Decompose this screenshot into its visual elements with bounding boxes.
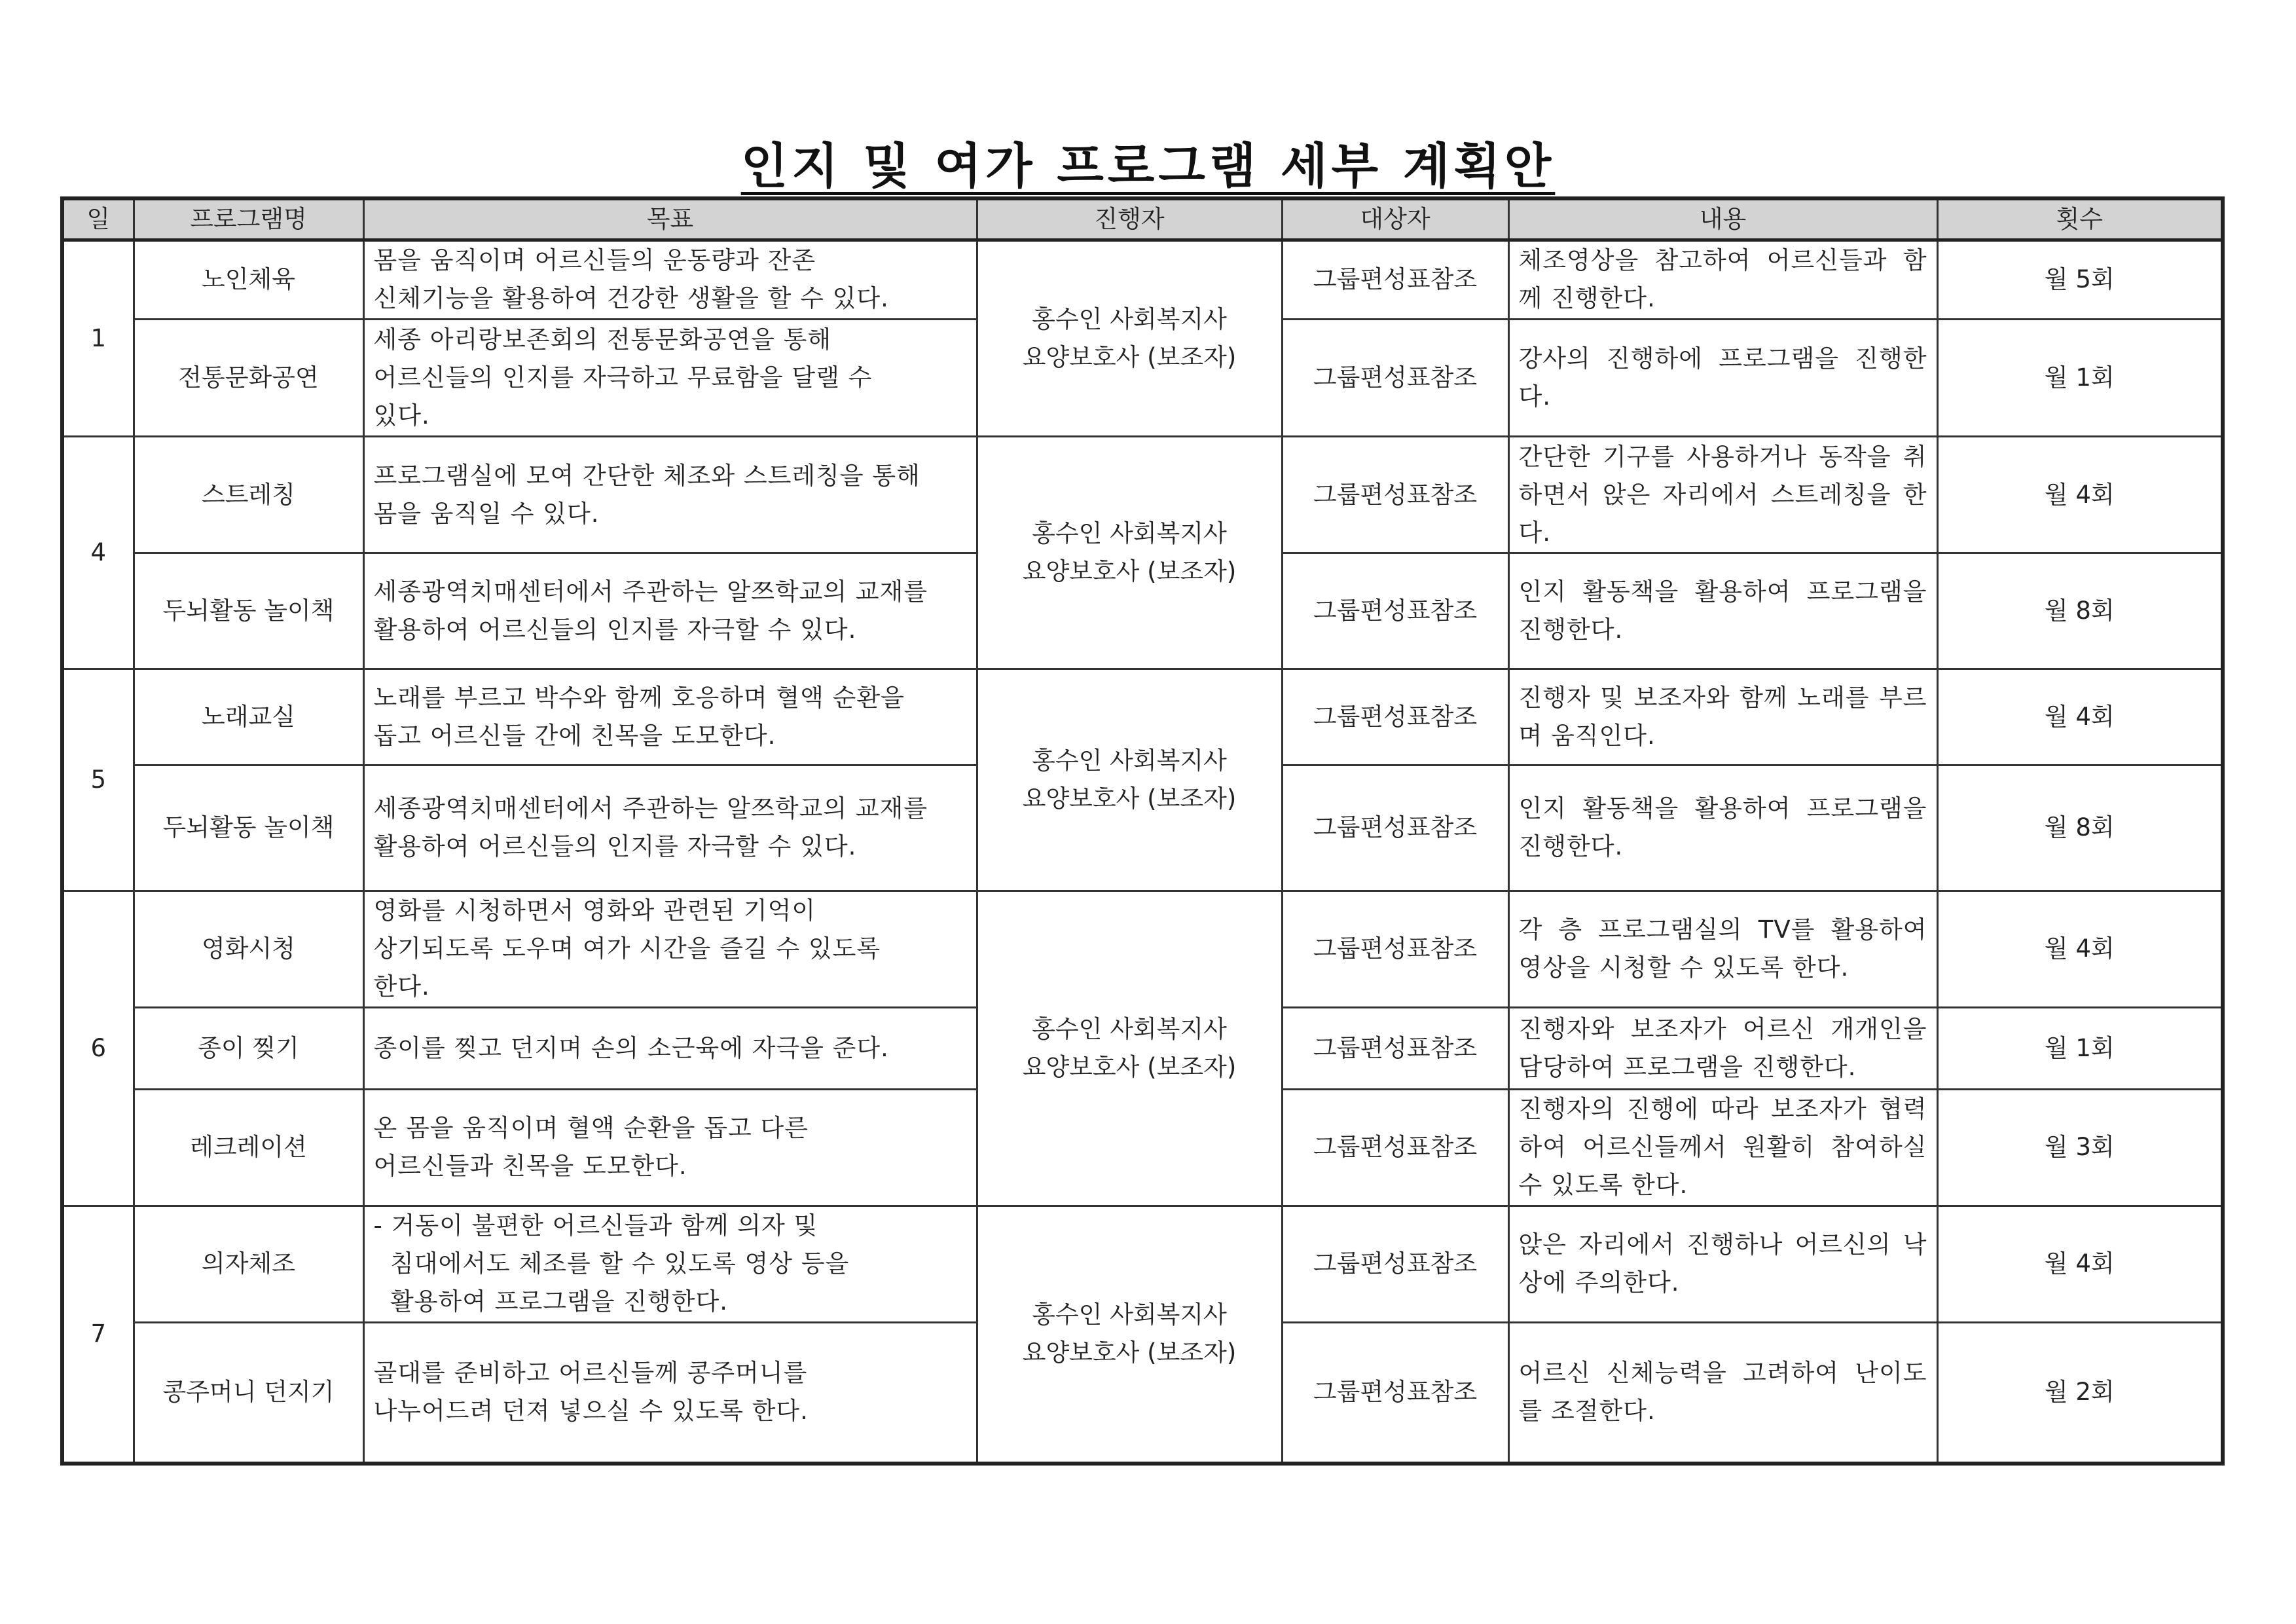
program-target: 그룹편성표참조 (1282, 1322, 1508, 1464)
program-target: 그룹편성표참조 (1282, 669, 1508, 766)
program-count: 월 4회 (1937, 891, 2223, 1007)
program-count: 월 4회 (1937, 436, 2223, 553)
program-target: 그룹편성표참조 (1282, 240, 1508, 320)
program-count: 월 4회 (1937, 669, 2223, 766)
program-count: 월 2회 (1937, 1322, 2223, 1464)
program-goal: 영화를 시청하면서 영화와 관련된 기억이 상기되도록 도우며 여가 시간을 즐길 수 있도록 한다. (363, 891, 977, 1007)
program-leader: 홍수인 사회복지사 요양보호사 (보조자) (977, 1206, 1282, 1464)
program-content: 진행자와 보조자가 어르신 개개인을 담당하여 프로그램을 진행한다. (1508, 1007, 1937, 1089)
program-goal: 노래를 부르고 박수와 함께 호응하며 혈액 순환을 돕고 어르신들 간에 친목을 도모한다. (363, 669, 977, 766)
program-name: 스트레칭 (134, 436, 363, 553)
program-target: 그룹편성표참조 (1282, 1089, 1508, 1206)
program-goal: 세종광역치매센터에서 주관하는 알쯔학교의 교재를 활용하여 어르신들의 인지를 자극할 수 있다. (363, 553, 977, 669)
program-content: 앉은 자리에서 진행하나 어르신의 낙상에 주의한다. (1508, 1206, 1937, 1322)
program-name: 콩주머니 던지기 (134, 1322, 363, 1464)
program-count: 월 3회 (1937, 1089, 2223, 1206)
header-content: 내용 (1508, 198, 1937, 240)
program-count: 월 5회 (1937, 240, 2223, 320)
program-target: 그룹편성표참조 (1282, 766, 1508, 891)
program-plan-table (60, 196, 2225, 1466)
program-target: 그룹편성표참조 (1282, 436, 1508, 553)
program-content: 어르신 신체능력을 고려하여 난이도를 조절한다. (1508, 1322, 1937, 1464)
program-goal: 프로그램실에 모여 간단한 체조와 스트레칭을 통해 몸을 움직일 수 있다. (363, 436, 977, 553)
program-count: 월 8회 (1937, 766, 2223, 891)
program-content: 각 층 프로그램실의 TV를 활용하여 영상을 시청할 수 있도록 한다. (1508, 891, 1937, 1007)
header-leader: 진행자 (977, 198, 1282, 240)
program-name: 두뇌활동 놀이책 (134, 766, 363, 891)
program-content: 강사의 진행하에 프로그램을 진행한다. (1508, 319, 1937, 436)
program-name: 전통문화공연 (134, 319, 363, 436)
program-goal: 세종광역치매센터에서 주관하는 알쯔학교의 교재를 활용하여 어르신들의 인지를 자극할 수 있다. (363, 766, 977, 891)
program-goal: - 거동이 불편한 어르신들과 함께 의자 및 침대에서도 체조를 할 수 있도록 영상 등을 활용하여 프로그램을 진행한다. (363, 1206, 977, 1322)
table-row (62, 1206, 2223, 1322)
table-header-row (62, 198, 2223, 240)
program-target: 그룹편성표참조 (1282, 1206, 1508, 1322)
program-name: 의자체조 (134, 1206, 363, 1322)
program-name: 영화시청 (134, 891, 363, 1007)
day-cell: 1 (62, 240, 134, 437)
program-goal: 세종 아리랑보존회의 전통문화공연을 통해 어르신들의 인지를 자극하고 무료함을 달랠 수 있다. (363, 319, 977, 436)
program-target: 그룹편성표참조 (1282, 1007, 1508, 1089)
page-title: 인지 및 여가 프로그램 세부 계획안 (740, 138, 1556, 194)
program-name: 레크레이션 (134, 1089, 363, 1206)
program-content: 진행자의 진행에 따라 보조자가 협력하여 어르신들께서 원활히 참여하실 수 있도록 한다. (1508, 1089, 1937, 1206)
program-content: 진행자 및 보조자와 함께 노래를 부르며 움직인다. (1508, 669, 1937, 766)
header-program-name: 프로그램명 (134, 198, 363, 240)
day-cell: 6 (62, 891, 134, 1206)
day-cell: 5 (62, 669, 134, 891)
header-goal: 목표 (363, 198, 977, 240)
program-leader: 홍수인 사회복지사 요양보호사 (보조자) (977, 669, 1282, 891)
table-row (62, 669, 2223, 766)
program-content: 인지 활동책을 활용하여 프로그램을 진행한다. (1508, 766, 1937, 891)
program-target: 그룹편성표참조 (1282, 319, 1508, 436)
program-name: 노래교실 (134, 669, 363, 766)
program-content: 체조영상을 참고하여 어르신들과 함께 진행한다. (1508, 240, 1937, 320)
header-day: 일 (62, 198, 134, 240)
program-goal: 골대를 준비하고 어르신들께 콩주머니를 나누어드려 던져 넣으실 수 있도록 한다. (363, 1322, 977, 1464)
program-target: 그룹편성표참조 (1282, 891, 1508, 1007)
day-cell: 4 (62, 436, 134, 669)
program-name: 종이 찢기 (134, 1007, 363, 1089)
program-leader: 홍수인 사회복지사 요양보호사 (보조자) (977, 891, 1282, 1206)
table-row (62, 891, 2223, 1007)
program-leader: 홍수인 사회복지사 요양보호사 (보조자) (977, 436, 1282, 669)
program-name: 노인체육 (134, 240, 363, 320)
day-cell: 7 (62, 1206, 134, 1464)
program-goal: 온 몸을 움직이며 혈액 순환을 돕고 다른 어르신들과 친목을 도모한다. (363, 1089, 977, 1206)
program-leader: 홍수인 사회복지사 요양보호사 (보조자) (977, 240, 1282, 437)
program-goal: 몸을 움직이며 어르신들의 운동량과 잔존 신체기능을 활용하여 건강한 생활을 할 수 있다. (363, 240, 977, 320)
header-target: 대상자 (1282, 198, 1508, 240)
program-target: 그룹편성표참조 (1282, 553, 1508, 669)
program-content: 인지 활동책을 활용하여 프로그램을 진행한다. (1508, 553, 1937, 669)
program-count: 월 1회 (1937, 1007, 2223, 1089)
program-content: 간단한 기구를 사용하거나 동작을 취하면서 앉은 자리에서 스트레칭을 한다. (1508, 436, 1937, 553)
program-count: 월 8회 (1937, 553, 2223, 669)
header-count: 횟수 (1937, 198, 2223, 240)
program-goal: 종이를 찢고 던지며 손의 소근육에 자극을 준다. (363, 1007, 977, 1089)
program-count: 월 4회 (1937, 1206, 2223, 1322)
program-name: 두뇌활동 놀이책 (134, 553, 363, 669)
program-count: 월 1회 (1937, 319, 2223, 436)
table-row (62, 240, 2223, 320)
table-row (62, 436, 2223, 553)
